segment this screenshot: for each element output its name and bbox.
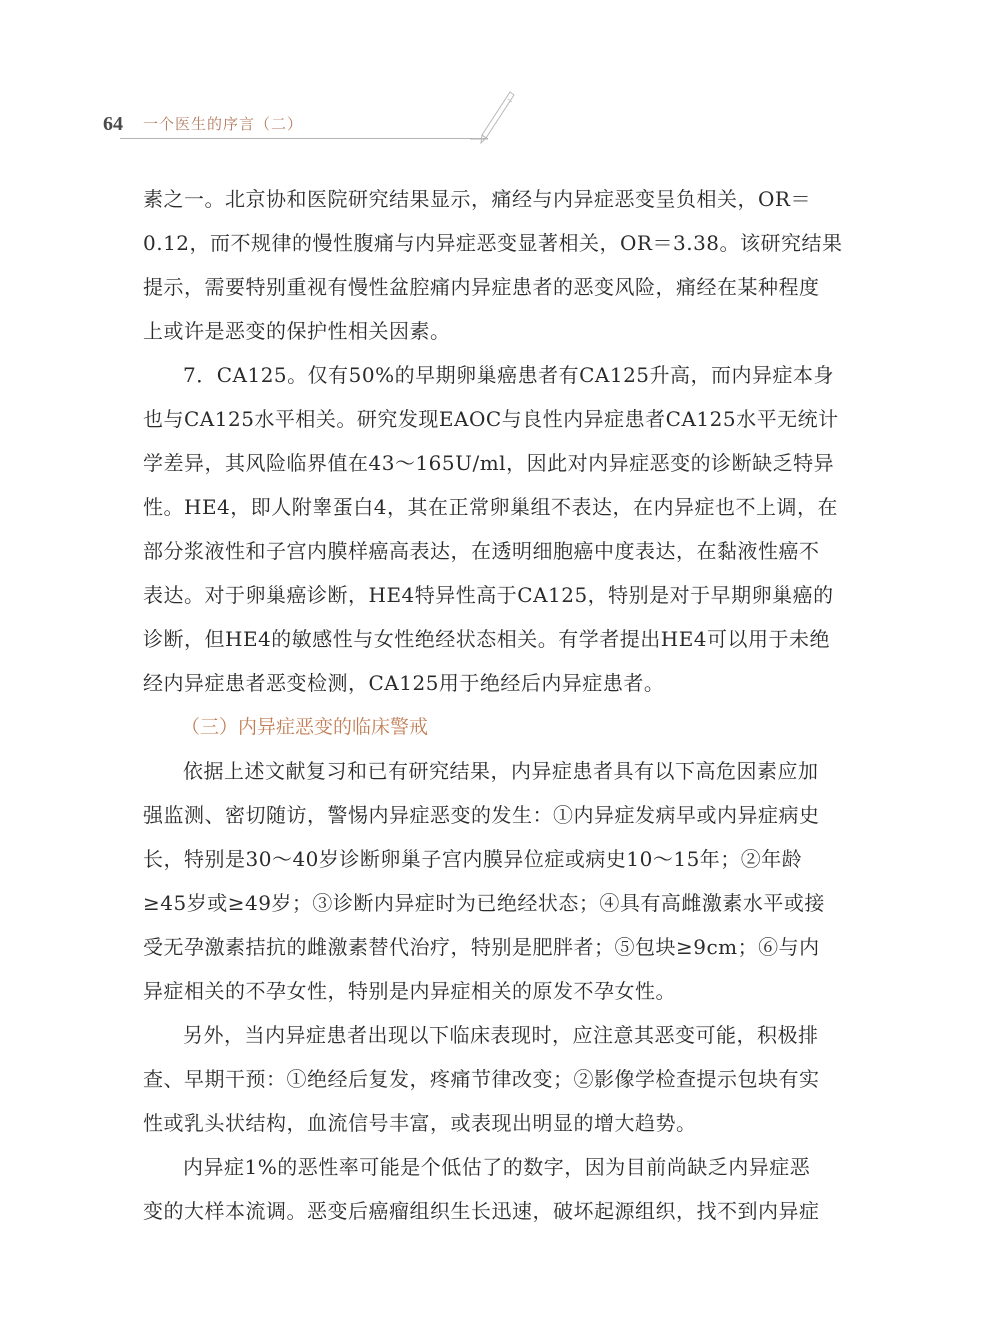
- paragraph-start-line: 内异症1%的恶性率可能是个低估了的数字，因为目前尚缺乏内异症恶: [183, 1155, 811, 1179]
- page-number: 64: [103, 113, 123, 135]
- text-line: 0.12，而不规律的慢性腹痛与内异症恶变显著相关，OR＝3.38。该研究结果: [143, 231, 843, 255]
- text-line: [143, 177, 843, 221]
- text-line: 强监测、密切随访，警惕内异症恶变的发生：①内异症发病早或内异症病史: [143, 803, 820, 827]
- text-line: 经内异症患者恶变检测，CA125用于绝经后内异症患者。: [143, 671, 665, 695]
- fountain-pen-icon: [470, 90, 520, 144]
- text-line: ≥45岁或≥49岁；③诊断内异症时为已绝经状态；④具有高雌激素水平或接: [143, 891, 825, 915]
- text-line: 查、早期干预：①绝经后复发，疼痛节律改变；②影像学检查提示包块有实: [143, 1067, 820, 1091]
- text-line: 异症相关的不孕女性，特别是内异症相关的原发不孕女性。: [143, 979, 676, 1003]
- text-line: 表达。对于卵巢癌诊断，HE4特异性高于CA125，特别是对于早期卵巢癌的: [143, 583, 834, 607]
- section-heading: （三）内异症恶变的临床警戒: [181, 716, 429, 738]
- text-line: 性。HE4，即人附睾蛋白4，其在正常卵巢组不表达，在内异症也不上调，在: [143, 495, 838, 519]
- running-title: 一个医生的序言（二）: [143, 115, 304, 133]
- text-line: 上或许是恶变的保护性相关因素。: [143, 319, 451, 343]
- paragraph-start-line: 另外，当内异症患者出现以下临床表现时，应注意其恶变可能，积极排: [183, 1023, 819, 1047]
- text-line: 也与CA125水平相关。研究发现EAOC与良性内异症患者CA125水平无统计: [143, 407, 839, 431]
- text-line: 受无孕激素拮抗的雌激素替代治疗，特别是肥胖者；⑤包块≥9cm；⑥与内: [143, 935, 820, 959]
- text-line: 部分浆液性和子宫内膜样癌高表达，在透明细胞癌中度表达，在黏液性癌不: [143, 539, 820, 563]
- text-line: 性或乳头状结构，血流信号丰富，或表现出明显的增大趋势。: [143, 1111, 697, 1135]
- body-text: [143, 177, 843, 1233]
- text-line: 长，特别是30～40岁诊断卵巢子宫内膜异位症或病史10～15年；②年龄: [143, 847, 803, 871]
- page-header: [0, 0, 998, 150]
- text-line: 学差异，其风险临界值在43～165U/ml，因此对内异症恶变的诊断缺乏特异: [143, 451, 835, 475]
- line-text: 素之一。北京协和医院研究结果显示，痛经与内异症恶变呈负相关，OR＝: [143, 187, 811, 211]
- paragraph-start-line: 依据上述文献复习和已有研究结果，内异症患者具有以下高危因素应加: [183, 759, 819, 783]
- text-line: 变的大样本流调。恶变后癌瘤组织生长迅速，破坏起源组织，找不到内异症: [143, 1199, 820, 1223]
- header-rule: [120, 138, 488, 139]
- paragraph-start-line: 7．CA125。仅有50%的早期卵巢癌患者有CA125升高，而内异症本身: [183, 363, 835, 387]
- text-line: 提示，需要特别重视有慢性盆腔痛内异症患者的恶变风险，痛经在某种程度: [143, 275, 820, 299]
- text-line: 诊断，但HE4的敏感性与女性绝经状态相关。有学者提出HE4可以用于未绝: [143, 627, 831, 651]
